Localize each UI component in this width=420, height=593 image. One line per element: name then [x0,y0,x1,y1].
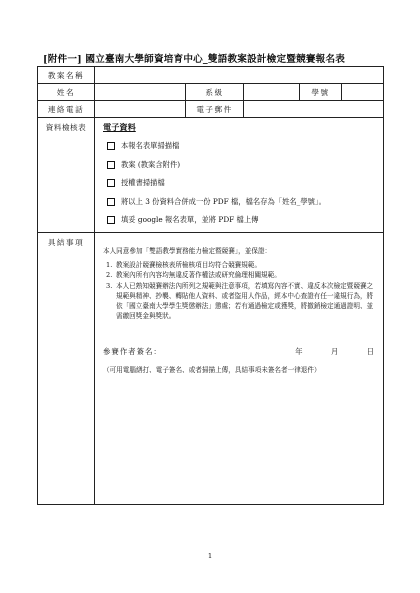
checkbox[interactable] [107,216,115,224]
notes-item-number: 3. [106,281,113,290]
email-label: 電子郵件 [186,101,244,118]
checkbox[interactable] [107,179,115,187]
checklist-cell [95,118,384,233]
notes-item-text: 本人已熟知競賽辦法內所列之規範與注意事項，若填寫內容不實、違反本次檢定暨競賽之規範與精神、抄襲、轉貼他人資料、或者盜用人作品，經本中心查證有任一違規行為，將依「國立臺南大學學生獎懲辦法」懲處；若有通過檢定或獲獎，將撤銷檢定通過證明、並需繳回獎金與獎狀。 [116,281,374,321]
notes-item [103,281,375,322]
page-number: 1 [207,552,213,560]
student-id-label: 學號 [300,84,342,101]
checklist-section-title: 電子資料 [103,122,136,132]
checkbox[interactable] [107,161,115,169]
signature-date[interactable] [271,346,375,357]
contact-row [38,101,384,118]
date-month-label: 月 [330,346,340,356]
email-field[interactable] [244,101,384,118]
name-field[interactable] [95,84,186,101]
notes-label: 具結事項 [38,233,95,505]
checklist-item-label: 教案 (教案含附件) [121,159,181,169]
notes-item-number: 1. [106,261,113,270]
signature-label: 參賽作者簽名： [103,346,162,356]
checklist-item-label: 本報名表單掃描檔 [121,141,180,151]
name-label: 姓名 [38,84,95,101]
notes-item [103,260,375,270]
date-year-label: 年 [295,346,304,356]
phone-field[interactable] [95,101,186,118]
checklist-item[interactable] [103,211,379,230]
notes-item-number: 2. [106,271,113,280]
notes-intro: 本人同意參加「雙語教學實務能力檢定暨競賽」，並保證： [103,247,272,255]
page-title: [附件一] 國立臺南大學師資培育中心_雙語教案設計檢定暨競賽報名表 [43,54,346,65]
notes-cell [95,233,384,505]
student-id-field[interactable] [342,84,384,101]
checklist-item-label: 授權書掃描檔 [121,178,165,188]
checklist-row [38,118,384,233]
notes-item [103,270,375,280]
checklist-item[interactable] [103,156,379,175]
phone-label: 連絡電話 [38,101,95,118]
checklist-item-label: 填妥 google 報名表單，並將 PDF 檔上傳 [121,215,259,225]
lesson-name-label: 教案名稱 [38,67,95,84]
lesson-name-row [38,67,384,84]
checklist-item[interactable] [103,137,379,156]
department-field[interactable] [244,84,300,101]
checklist-item-label: 將以上 3 份資料合併成一份 PDF 檔，檔名存為「姓名_學號」。 [121,196,326,206]
department-label: 系級 [186,84,244,101]
notes-list [103,260,375,321]
registration-form-table [37,66,384,505]
notes-item-text: 教案設計競賽檢核表所檢核項目均符合競賽規範。 [116,261,262,270]
notes-item-text: 教案內所有內容均無違反著作權法或研究倫理相關規範。 [116,271,281,280]
name-row [38,84,384,101]
checkbox[interactable] [107,198,115,206]
checklist-item[interactable] [103,174,379,193]
signature-row [103,346,375,357]
notes-row [38,233,384,505]
checklist-item[interactable] [103,193,379,212]
checkbox[interactable] [107,142,115,150]
signature-footnote: （可用電腦繕打、電子簽名、或者掃描上傳，具結事項未簽名者一律退件） [103,366,321,374]
checklist-label: 資料檢核表 [38,118,95,233]
lesson-name-field[interactable] [95,67,384,84]
date-day-label: 日 [366,346,376,356]
